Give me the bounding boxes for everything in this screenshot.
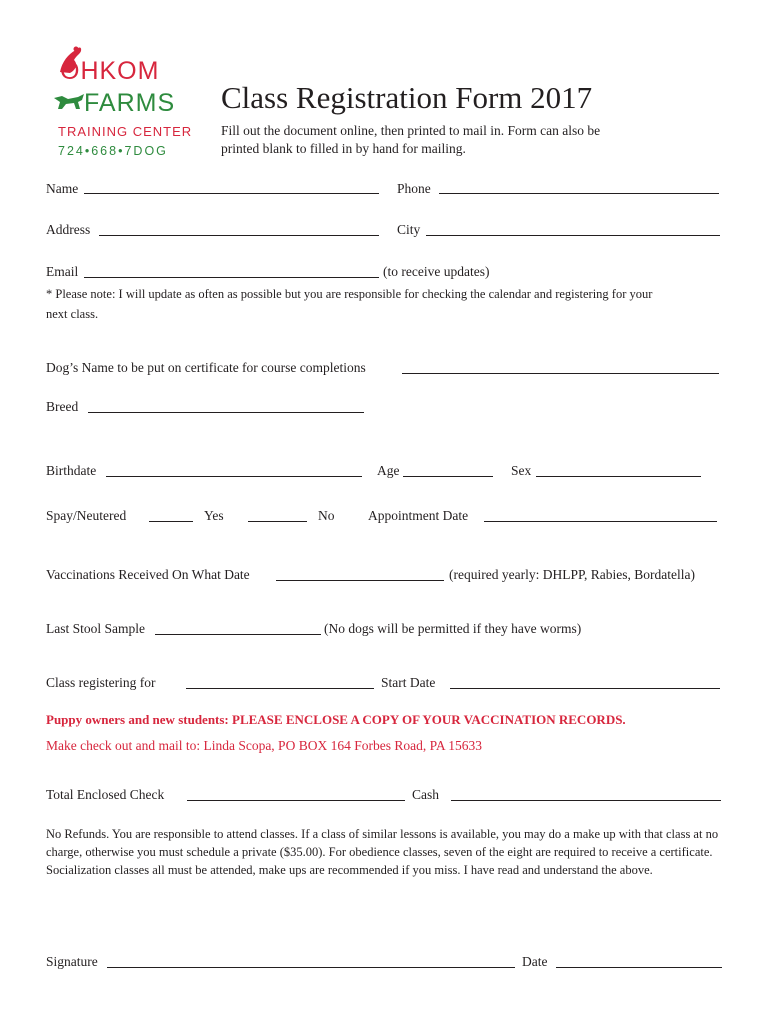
page-title: Class Registration Form 2017 [221, 80, 593, 115]
stool-note: (No dogs will be permitted if they have worms) [324, 621, 582, 636]
update-note-line-2: next class. [46, 307, 99, 321]
subtitle-line-2: printed blank to filled in by hand for mailing. [221, 141, 466, 156]
phone-field[interactable] [439, 193, 719, 194]
signature-label: Signature [46, 954, 98, 969]
class-label: Class registering for [46, 675, 156, 690]
spay-yes-field[interactable] [149, 521, 193, 522]
cash-label: Cash [412, 787, 439, 802]
age-label: Age [377, 463, 400, 478]
birthdate-field[interactable] [106, 476, 362, 477]
stool-label: Last Stool Sample [46, 621, 145, 636]
appointment-date-field[interactable] [484, 521, 717, 522]
puppy-notice: Puppy owners and new students: PLEASE ENCLOSE A COPY OF YOUR VACCINATION RECORDS. [46, 712, 626, 727]
name-field[interactable] [84, 193, 379, 194]
vaccinations-field[interactable] [276, 580, 444, 581]
logo [46, 44, 196, 162]
sex-field[interactable] [536, 476, 701, 477]
sex-label: Sex [511, 463, 532, 478]
subtitle-line-1: Fill out the document online, then printed to mail in. Form can also be [221, 123, 601, 138]
stool-field[interactable] [155, 634, 321, 635]
logo-phone: 724•668•7DOG [58, 144, 168, 158]
breed-label: Breed [46, 399, 79, 414]
email-field[interactable] [84, 277, 379, 278]
logo-training-center: TRAINING CENTER [58, 124, 193, 139]
phone-label: Phone [397, 181, 431, 196]
city-label: City [397, 222, 421, 237]
total-check-field[interactable] [187, 800, 405, 801]
signature-field[interactable] [107, 967, 515, 968]
cash-field[interactable] [451, 800, 721, 801]
start-date-label: Start Date [381, 675, 436, 690]
email-note: (to receive updates) [383, 264, 490, 279]
mail-notice: Make check out and mail to: Linda Scopa, PO BOX 164 Forbes Road, PA 15633 [46, 738, 482, 753]
address-field[interactable] [99, 235, 379, 236]
class-field[interactable] [186, 688, 374, 689]
email-label: Email [46, 264, 79, 279]
date-label: Date [522, 954, 548, 969]
dog-run-icon [52, 92, 86, 110]
logo-ohkom: OHKOM [60, 57, 160, 85]
appointment-date-label: Appointment Date [368, 508, 469, 523]
update-note-line-1: * Please note: I will update as often as possible but you are responsible for checking the calendar and registering for your [46, 287, 653, 301]
birthdate-label: Birthdate [46, 463, 97, 478]
spay-yes-label: Yes [204, 508, 224, 523]
date-field[interactable] [556, 967, 722, 968]
spay-label: Spay/Neutered [46, 508, 127, 523]
vaccinations-label: Vaccinations Received On What Date [46, 567, 250, 582]
total-check-label: Total Enclosed Check [46, 787, 165, 802]
logo-farms: FARMS [84, 89, 176, 117]
name-label: Name [46, 181, 79, 196]
refund-policy: No Refunds. You are responsible to attend classes. If a class of similar lessons is available, you may do a make up with that class at no charge, otherwise you must schedule a private ($35.00). For obedience classes, seven of the eight are required to receive a certificate. Socialization classes all must be attended, make ups are recommended if you miss. I have read and understand the above. [46, 827, 719, 877]
address-label: Address [46, 222, 91, 237]
dog-name-field[interactable] [402, 373, 719, 374]
city-field[interactable] [426, 235, 720, 236]
spay-no-field[interactable] [248, 521, 307, 522]
dog-name-label: Dog’s Name to be put on certificate for course completions [46, 360, 366, 375]
age-field[interactable] [403, 476, 493, 477]
start-date-field[interactable] [450, 688, 720, 689]
breed-field[interactable] [88, 412, 364, 413]
spay-no-label: No [318, 508, 335, 523]
vaccinations-note: (required yearly: DHLPP, Rabies, Bordatella) [449, 567, 695, 582]
